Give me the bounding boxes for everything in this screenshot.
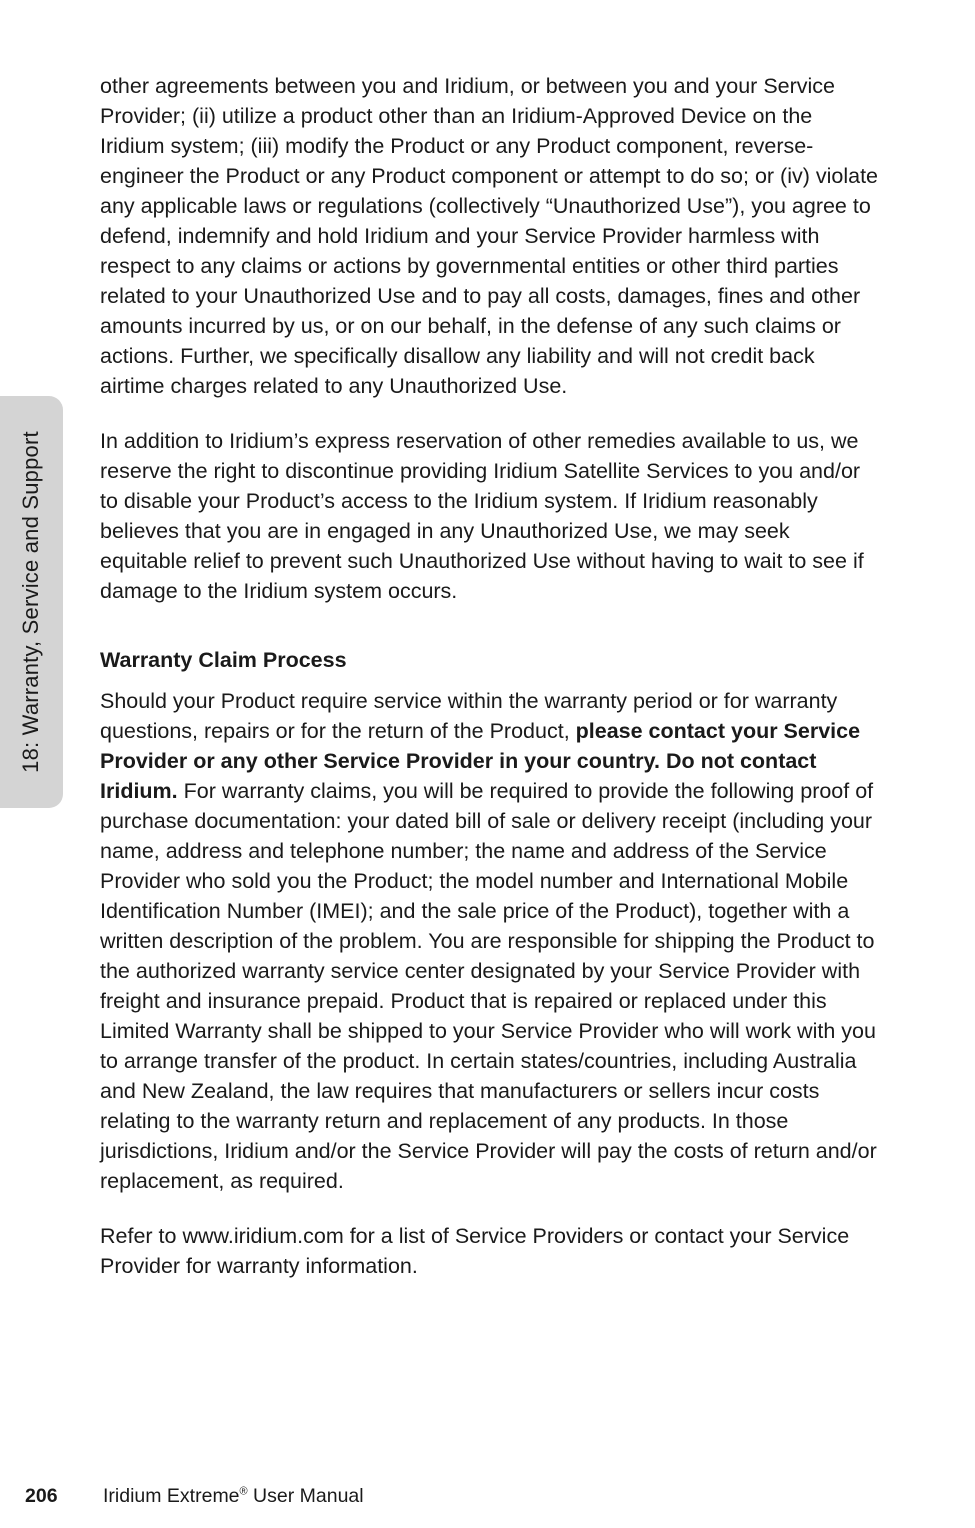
paragraph-warranty-claim — [100, 686, 880, 1196]
contact-provider-notice: please contact your Service Provider or any other Service Provider in your country. Do not contact Iridium. — [100, 719, 861, 803]
registered-mark: ® — [239, 1485, 248, 1498]
warranty-claim-intro: Should your Product require service within the warranty period or for warranty questions, repairs or for the return of the Product, — [100, 689, 838, 743]
page-body — [100, 71, 880, 1281]
chapter-tab-label: 18: Warranty, Service and Support — [18, 431, 43, 773]
manual-title: Iridium Extreme — [103, 1485, 240, 1507]
paragraph-unauthorized-use: other agreements between you and Iridium, or between you and your Service Provider; (ii) utilize a product other than an Iridium-Approved Device on the Iridium system; (iii) modify the Product or any Product component, reverse-engineer the Product or any Product component or attempt to do so; or (iv) violate any applicable laws or regulations (collectively “Unauthorized Use”), you agree to defend, indemnify and hold Iridium and your Service Provider harmless with respect to any claims or actions by governmental entities or other third parties related to your Unauthorized Use and to pay all costs, damages, fines and other amounts incurred by us, or on our behalf, in the defense of any such claims or actions. Further, we specifically disallow any liability and will not credit back airtime charges related to any Unauthorized Use. — [100, 74, 878, 398]
page-footer — [25, 1483, 364, 1509]
warranty-claim-details: For warranty claims, you will be required to provide the following proof of purchase documentation: your dated bill of sale or delivery receipt (including your name, address and telephone number; the name and address of the Service Provider who sold you the Product; the model number and International Mobile Identification Number (IMEI); and the sale price of the Product), together with a written description of the problem. You are responsible for shipping the Product to the authorized warranty service center designated by your Service Provider with freight and insurance prepaid. Product that is repaired or replaced under this Limited Warranty shall be shipped to your Service Provider who will work with you to arrange transfer of the product. In certain states/countries, including Australia and New Zealand, the law requires that manufacturers or sellers incur costs relating to the warranty return and replacement of any products. In those jurisdictions, Iridium and/or the Service Provider will pay the costs of return and/or replacement, as required. — [100, 779, 877, 1193]
manual-title-suffix: User Manual — [247, 1485, 364, 1507]
paragraph-refer-website: Refer to www.iridium.com for a list of Service Providers or contact your Service Provider for warranty information. — [100, 1224, 850, 1278]
section-heading: Warranty Claim Process — [100, 648, 347, 672]
page-number: 206 — [25, 1485, 58, 1507]
paragraph-remedies: In addition to Iridium’s express reservation of other remedies available to us, we reserve the right to discontinue providing Iridium Satellite Services to you and/or to disable your Product’s access to the Iridium system. If Iridium reasonably believes that you are in engaged in any Unauthorized Use, we may seek equitable relief to prevent such Unauthorized Use without having to wait to see if damage to the Iridium system occurs. — [100, 429, 864, 603]
